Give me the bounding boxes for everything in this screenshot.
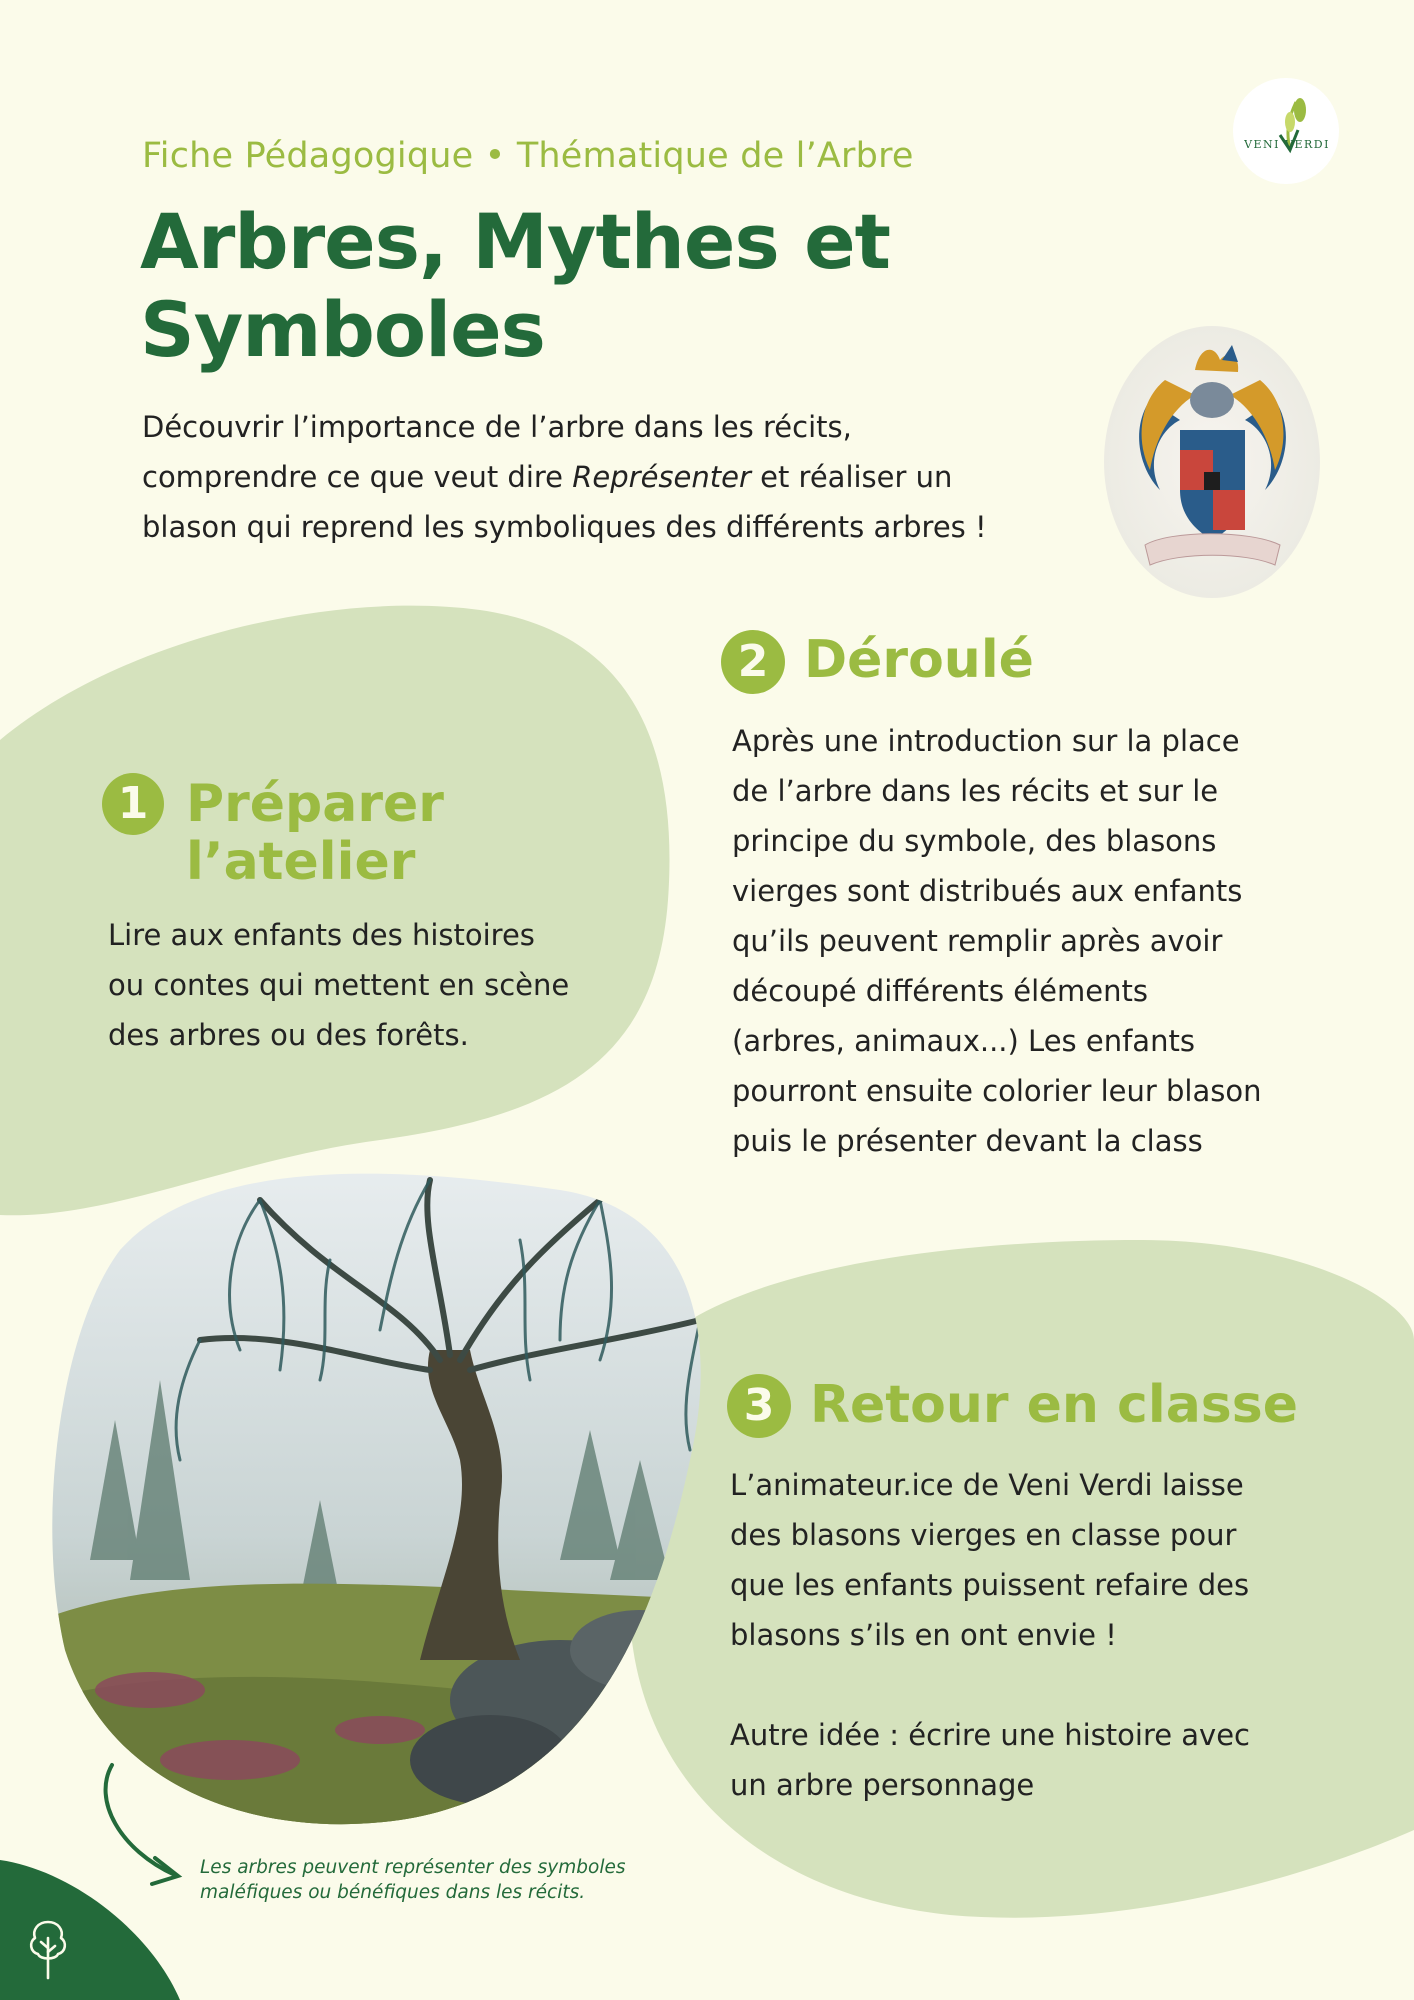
intro-line-2-end: et réaliser un <box>750 460 953 494</box>
caption-line-2: maléfiques ou bénéfiques dans les récits. <box>200 1882 586 1903</box>
section-1-title-line-2: l’atelier <box>186 832 416 892</box>
twisted-tree-photo <box>40 1150 740 1860</box>
section-1-line: ou contes qui mettent en scène <box>108 968 570 1002</box>
coat-of-arms-image <box>1104 326 1320 598</box>
section-1-title-line-1: Préparer <box>186 774 444 834</box>
section-3-line: L’animateur.ice de Veni Verdi laisse <box>730 1468 1244 1502</box>
section-3-line: blasons s’ils en ont envie ! <box>730 1618 1117 1652</box>
veni-verdi-logo <box>1233 78 1339 184</box>
section-2-line: (arbres, animaux...) Les enfants <box>732 1024 1195 1058</box>
section-2-line: puis le présenter devant la class <box>732 1124 1203 1158</box>
section-2-line: Après une introduction sur la place <box>732 724 1240 758</box>
caption-line-1: Les arbres peuvent représenter des symboles <box>200 1857 626 1878</box>
intro-line-3: blason qui reprend les symboliques des différents arbres ! <box>142 510 987 544</box>
section-2-line: découpé différents éléments <box>732 974 1148 1008</box>
section-1-line: Lire aux enfants des histoires <box>108 918 535 952</box>
section-3-body <box>730 1460 1370 1810</box>
section-3-line: que les enfants puissent refaire des <box>730 1568 1250 1602</box>
section-3-number: 3 <box>727 1374 791 1438</box>
section-1-title <box>186 775 444 891</box>
section-3-line: Autre idée : écrire une histoire avec <box>730 1718 1251 1752</box>
title-line-1: Arbres, Mythes et <box>140 197 891 286</box>
section-2-title: Déroulé <box>804 630 1034 690</box>
page-subtitle: Fiche Pédagogique • Thématique de l’Arbre <box>142 136 914 176</box>
section-1-body <box>108 910 648 1060</box>
curved-arrow-icon <box>106 1765 178 1884</box>
section-2-line: principe du symbole, des blasons <box>732 824 1217 858</box>
intro-line-2-start: comprendre ce que veut dire <box>142 460 573 494</box>
section-2-body <box>732 716 1372 1166</box>
section-3-line: des blasons vierges en classe pour <box>730 1518 1237 1552</box>
section-1-line: des arbres ou des forêts. <box>108 1018 469 1052</box>
section-2-number: 2 <box>721 630 785 694</box>
section-3-line <box>730 1660 1370 1710</box>
section-2-line: de l’arbre dans les récits et sur le <box>732 774 1219 808</box>
intro-emphasis: Représenter <box>572 460 751 494</box>
section-2-line: pourront ensuite colorier leur blason <box>732 1074 1262 1108</box>
section-1-number: 1 <box>102 773 164 835</box>
logo-text: VENI VERDI <box>1244 138 1330 151</box>
intro-line-1: Découvrir l’importance de l’arbre dans les récits, <box>142 410 852 444</box>
section-2-line: qu’ils peuvent remplir après avoir <box>732 924 1223 958</box>
photo-caption <box>200 1855 720 1905</box>
section-2-line: vierges sont distribués aux enfants <box>732 874 1243 908</box>
title-line-2: Symboles <box>140 285 545 374</box>
section-3-line: un arbre personnage <box>730 1768 1035 1802</box>
tree-icon <box>26 1918 70 1982</box>
section-3-title: Retour en classe <box>810 1375 1298 1435</box>
page-title <box>140 198 1040 374</box>
intro-paragraph <box>142 402 1102 552</box>
intro-line-2 <box>142 452 1102 502</box>
